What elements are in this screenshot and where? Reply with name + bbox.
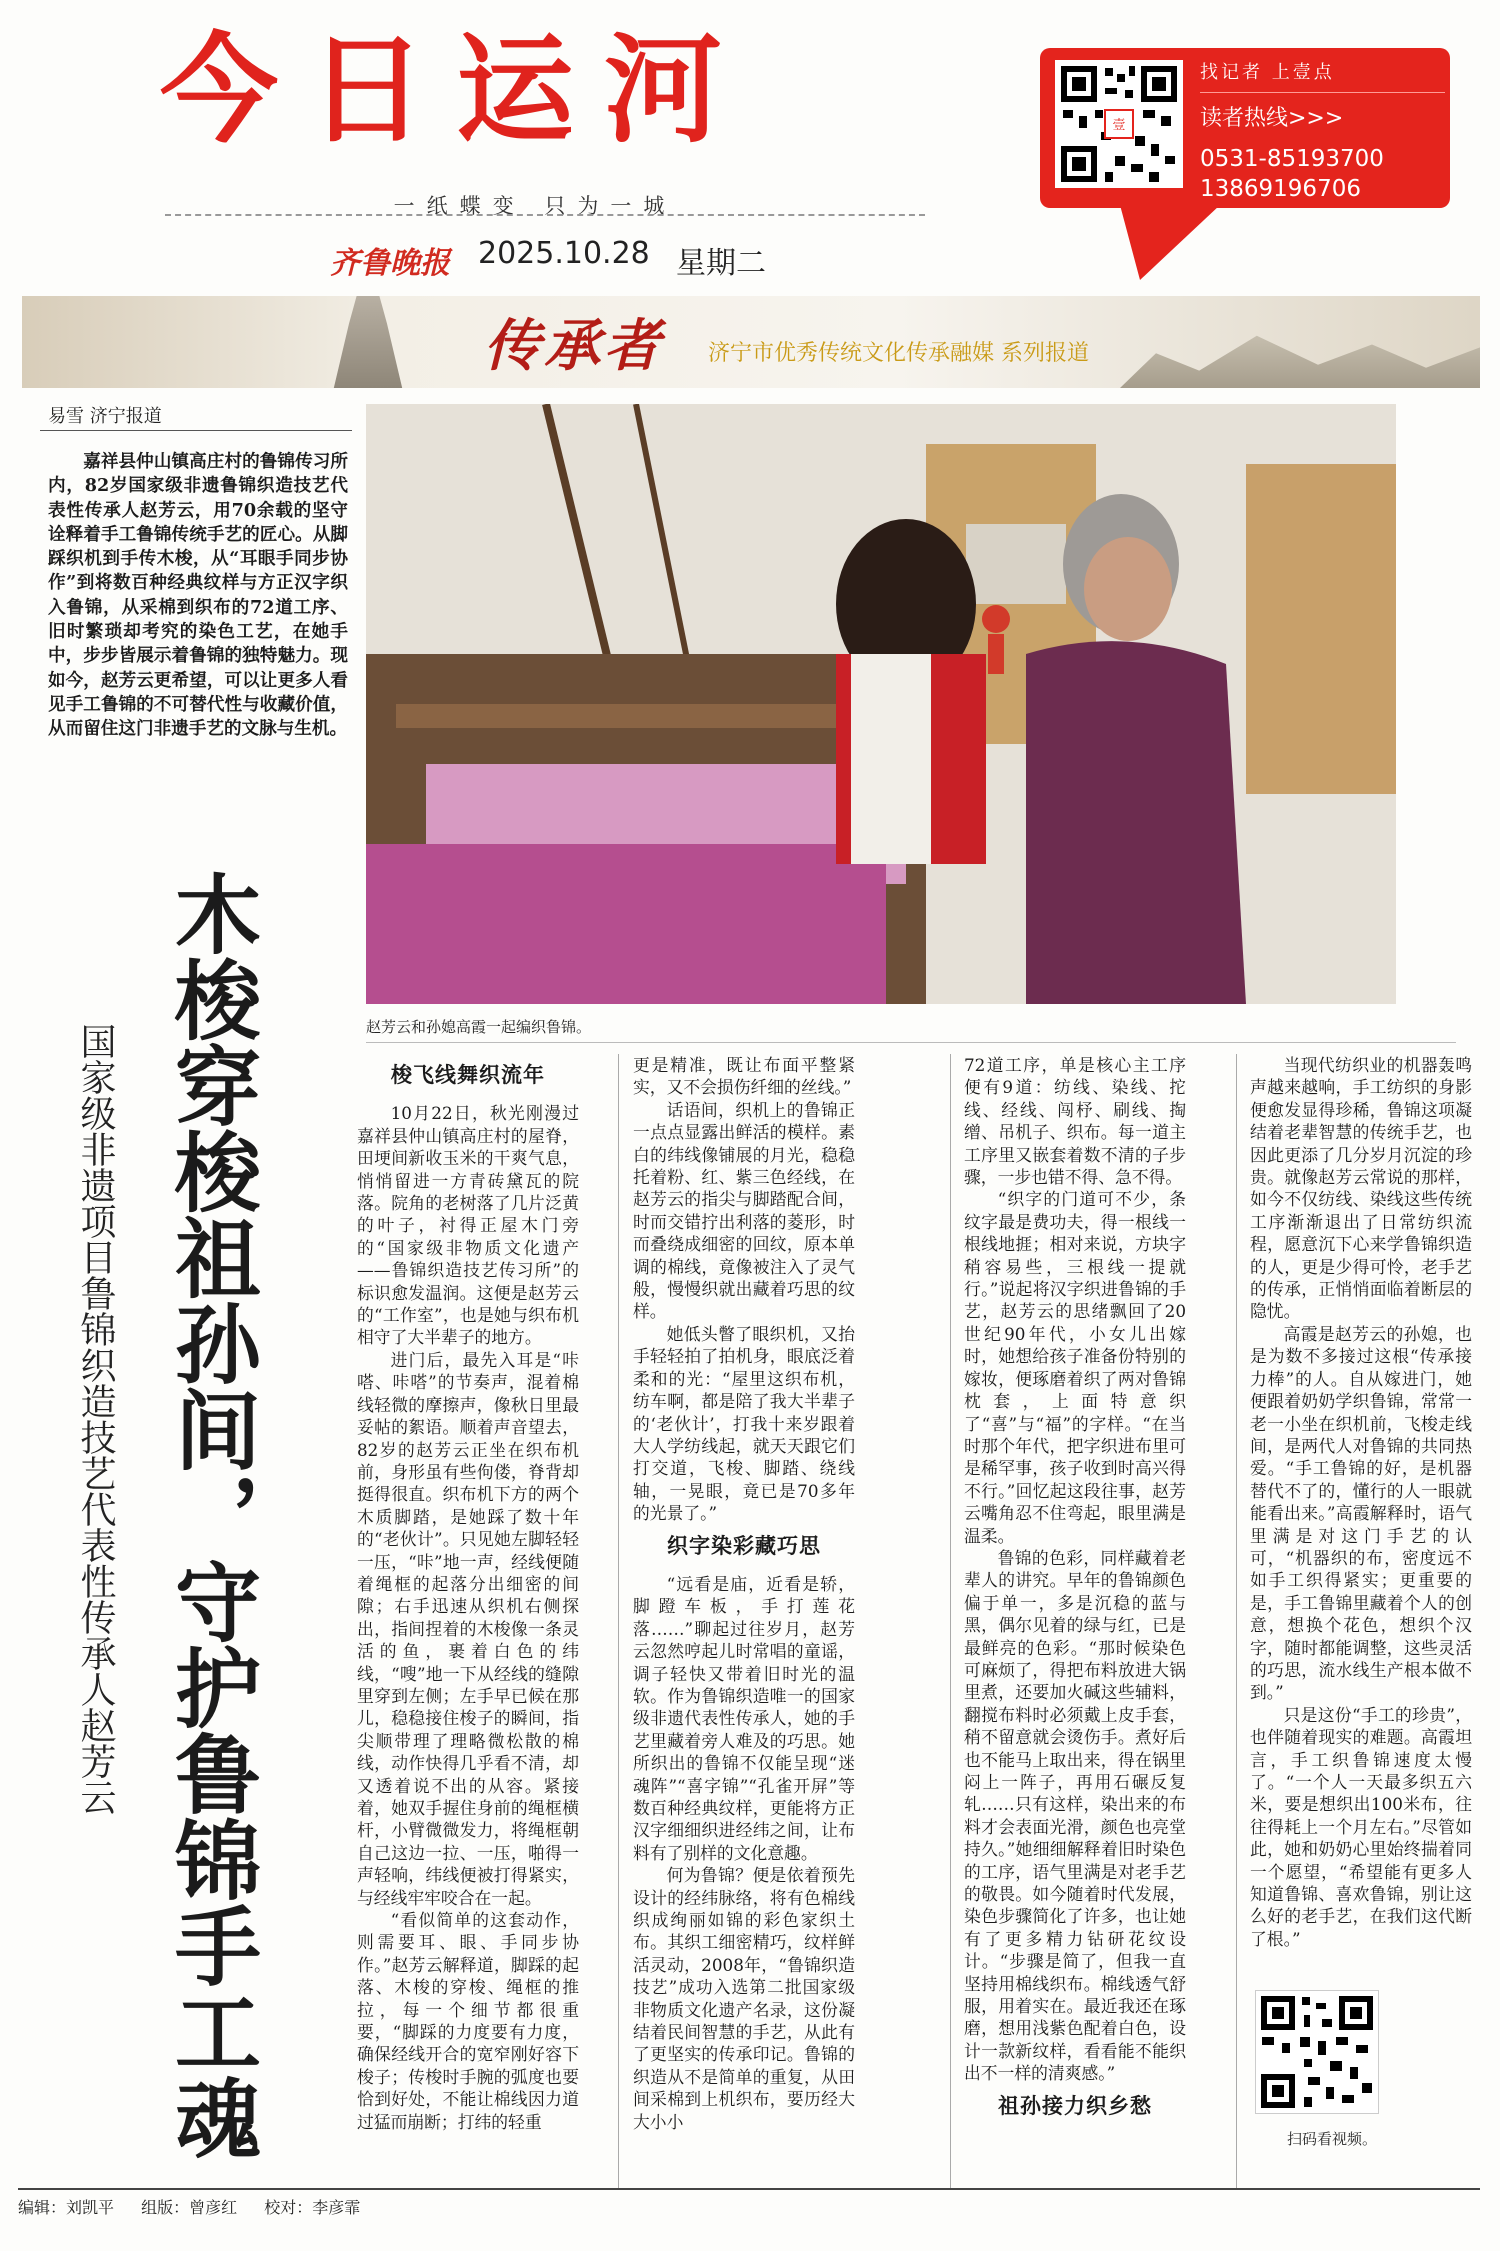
reader-hotline-label: 读者热线>>> (1200, 106, 1344, 131)
page-footer (18, 2195, 382, 2218)
article-column-3 (964, 1054, 1186, 2133)
hotline-box-tail (1120, 205, 1220, 280)
paragraph: 话语间，织机上的鲁锦正一点点显露出鲜活的模样。素白的纬线像铺展的月光，稳稳托着粉、红、紫三色经线，在赵芳云的指尖与脚踏配合间，时而交错拧出利落的菱形，时而叠绕成细密的回纹，原本单调的棉线，竟像被注入了灵气般，慢慢织就出藏着巧思的纹样。 (633, 1099, 855, 1322)
column-divider (1236, 1054, 1237, 2189)
article-column-1 (357, 1054, 579, 2133)
footer-divider (18, 2188, 1480, 2190)
section-heading-1: 梭飞线舞织流年 (391, 1062, 545, 1087)
issue-weekday: 星期二 (676, 247, 766, 280)
video-qr-code[interactable] (1255, 1990, 1379, 2114)
section-heading-2: 织字染彩藏巧思 (667, 1532, 821, 1558)
paragraph: “织字的门道可不少，条纹字最是费功夫，得一根线一根线地捱；相对来说，方块字稍容易些，三根线一提就行。”说起将汉字织进鲁锦的手艺，赵芳云的思绪飘回了20世纪90年代，小女儿出嫁时，她想给孩子准备份特别的嫁妆，便琢磨着织了两对鲁锦枕套，上面特意织了“喜”与“福”的字样。“在当时那个年代，把字织进布里可是稀罕事，孩子收到时高兴得不行。”回忆起这段往事，赵芳云嘴角忍不住弯起，眼里满是温柔。 (964, 1189, 1186, 1546)
masthead-divider (165, 214, 925, 216)
hotline-qr-code[interactable] (1055, 60, 1183, 188)
headline: 木梭穿梭祖孙间，守护鲁锦手工魂 (160, 870, 261, 2160)
paragraph: 当现代纺织业的机器轰鸣声越来越响，手工纺织的身影便愈发显得珍稀，鲁锦这项凝结着老辈智慧的传统手艺，也因此更添了几分岁月沉淀的珍贵。就像赵芳云常说的那样，如今不仅纺线、染线这些传统工序渐渐退出了日常纺织流程，愿意沉下心来学鲁锦织造的人，更是少得可怜，老手艺的传承，正悄悄面临着断层的隐忧。 (1250, 1055, 1472, 1322)
qr-caption: 扫码看视频。 (1287, 2130, 1378, 2148)
footer-proofreader: 校对：李彦霏 (264, 2198, 361, 2217)
paragraph: 她低头瞥了眼织机，又抬手轻轻拍了拍机身，眼底泛着柔和的光：“屋里这织布机，纺车啊，都是陪了我大半辈子的‘老伙计’，打我十来岁跟着大人学纺线起，就天天跟它们打交道，飞梭、脚踏、绕线轴，一晃眼，竟已是70多年的光景了。” (633, 1323, 855, 1524)
article-intro: 嘉祥县仲山镇高庄村的鲁锦传习所内，82岁国家级非遗鲁锦织造技艺代表性传承人赵芳云，用70余载的坚守诠释着手工鲁锦传统手艺的匠心。从脚踩织机到手传木梭，从“耳眼手同步协作”到将数百种经典纹样与方正汉字织入鲁锦，从采棉到织布的72道工序、旧时繁琐却考究的染色工艺，在她手中，步步皆展示着鲁锦的独特魅力。现如今，赵芳云更希望，可以让更多人看见手工鲁锦的不可替代性与收藏价值，从而留住这门非遗手艺的文脉与生机。 (48, 451, 348, 740)
svg-text:壹: 壹 (1112, 118, 1126, 133)
paragraph: 何为鲁锦？便是依着预先设计的经纬脉络，将有色棉线织成绚丽如锦的彩色家织土布。其织工细密精巧，纹样鲜活灵动，2008年，“鲁锦织造技艺”成功入选第二批国家级非物质文化遗产名录，这份凝结着民间智慧的手艺，从此有了更坚实的传承印记。鲁锦的织造从不是简单的重复，从田间采棉到上机织布，要历经大大小小 (633, 1865, 855, 2132)
paragraph: 鲁锦的色彩，同样藏着老辈人的讲究。早年的鲁锦颜色偏于单一，多是沉稳的蓝与黑，偶尔见着的绿与红，已是最鲜亮的色彩。“那时候染色可麻烦了，得把布料放进大锅里煮，还要加火碱这些辅料，翻搅布料时必须戴上皮手套，稍不留意就会烫伤手。煮好后也不能马上取出来，得在锅里闷上一阵子，再用石碾反复轧……只有这样，染出来的布料才会表面光滑，颜色也亮堂持久。”她细细解释着旧时染色的工序，语气里满是对老手艺的敬畏。如今随着时代发展，染色步骤简化了许多，也让她有了更多精力钻研花纹设计。“步骤是简了，但我一直坚持用棉线织布。棉线透气舒服，用着实在。最近我还在琢磨，想用浅紫色配着白色，设计一款新纹样，看看能不能织出不一样的清爽感。” (964, 1547, 1186, 2084)
photo-caption: 赵芳云和孙媳高霞一起编织鲁锦。 (366, 1018, 592, 1036)
series-subtitle: 济宁市优秀传统文化传承融媒 系列报道 (708, 341, 1089, 366)
issue-date: 2025.10.28 (478, 236, 650, 271)
column-divider (618, 1054, 619, 2189)
paragraph: “看似简单的这套动作，则需要耳、眼、手同步协作。”赵芳云解释道，脚踩的起落、木梭的穿梭、绳框的推拉，每一个细节都很重要，“脚踩的力度要有力度，确保经线开合的宽窄刚好容下梭子；传梭时手腕的弧度也要恰到好处，不能让棉线因力道过猛而崩断；打纬的轻重 (357, 1910, 579, 2132)
section-heading-3: 祖孙接力织乡愁 (998, 2092, 1152, 2118)
masthead-slogan: 一纸蝶变 只为一城 (393, 194, 677, 218)
hotline-text (1200, 58, 1445, 206)
series-title: 传承者 (484, 313, 664, 379)
footer-editor: 编辑：刘凯平 (18, 2198, 115, 2217)
subheadline: 国家级非遗项目鲁锦织造技艺代表性传承人赵芳云 (75, 1023, 116, 1815)
paper-name: 齐鲁晚报 (330, 246, 450, 281)
article-column-2 (633, 1054, 855, 2133)
find-reporter-label: 找记者 上壹点 (1200, 58, 1445, 93)
footer-layout: 组版：曾彦红 (141, 2198, 238, 2217)
byline-divider (40, 430, 352, 431)
column-divider (950, 1054, 951, 2189)
masthead-title: 今日运河 (160, 21, 753, 159)
paragraph: 高霞是赵芳云的孙媳，也是为数不多接过这根“传承接力棒”的人。自从嫁进门，她便跟着奶奶学织鲁锦，常常一老一小坐在织机前，飞梭走线间，是两代人对鲁锦的共同热爱。“手工鲁锦的好，是机器替代不了的，懂行的人一眼就能看出来。”高霞解释时，语气里满是对这门手艺的认可，“机器织的布，密度远不如手工织得紧实；更重要的是，手工鲁锦里藏着个人的创意，想换个花色，想织个汉字，随时都能调整，这些灵活的巧思，流水线生产根本做不到。” (1250, 1323, 1472, 1703)
paragraph: 只是这份“手工的珍贵”，也伴随着现实的难题。高霞坦言，手工织鲁锦速度太慢了。“一个人一天最多织五六米，要是想织出100米布，往往得耗上一个月左右。”尽管如此，她和奶奶心里始终揣着同一个愿望，“希望能有更多人知道鲁锦、喜欢鲁锦，别让这么好的老手艺，在我们这代断了根。” (1250, 1704, 1472, 1949)
paragraph: 72道工序，单是核心主工序便有9道：纺线、染线、拕线、经线、闯杼、刷线、掏缯、吊机子、织布。每一道主工序里又嵌套着数不清的子步骤，一步也错不得、急不得。 (964, 1055, 1186, 1188)
hotline-phone-2: 13869196706 (1200, 176, 1361, 202)
paragraph: 进门后，最先入耳是“咔嗒、咔嗒”的节奏声，混着棉线轻微的摩擦声，像秋日里最妥帖的絮语。顺着声音望去，82岁的赵芳云正坐在织布机前，身形虽有些佝偻，脊背却挺得很直。织布机下方的两个木质脚踏，是她踩了数十年的“老伙计”。只见她左脚轻轻一压，“咔”地一声，经线便随着绳框的起落分出细密的间隙；右手迅速从织机右侧探出，指间捏着的木梭像一条灵活的鱼，裹着白色的纬线，“嗖”地一下从经线的缝隙里穿到左侧；左手早已候在那儿，稳稳接住梭子的瞬间，指尖顺带理了理略微松散的棉线，动作快得几乎看不清，却又透着说不出的从容。紧接着，她双手握住身前的绳框横杆，小臂微微发力，将绳框朝自己这边一拉、一压，啪得一声轻响，纬线便被打得紧实，与经线牢牢咬合在一起。 (357, 1349, 579, 1908)
paragraph: “远看是庙，近看是轿，脚蹬车板，手打莲花落……”聊起过往岁月，赵芳云忽然哼起儿时常唱的童谣，调子轻快又带着旧时光的温软。作为鲁锦织造唯一的国家级非遗代表性传承人，她的手艺里藏着旁人难及的巧思。她所织出的鲁锦不仅能呈现“迷魂阵”“喜字锦”“孔雀开屏”等数百种经典纹样，更能将方正汉字细细织进经纬之间，让布料有了别样的文化意趣。 (633, 1573, 855, 1863)
article-photo (366, 404, 1396, 1004)
article-column-4 (1250, 1054, 1472, 1950)
paragraph: 10月22日，秋光刚漫过嘉祥县仲山镇高庄村的屋脊，田埂间新收玉米的干爽气息，悄悄留进一方青砖黛瓦的院落。院角的老树落了几片泛黄的叶子，衬得正屋木门旁的“国家级非物质文化遗产——鲁锦织造技艺传习所”的标识愈发温润。这便是赵芳云的“工作室”，也是她与织布机相守了大半辈子的地方。 (357, 1103, 579, 1348)
byline: 易雪 济宁报道 (48, 406, 162, 427)
hotline-phone-1: 0531-85193700 (1200, 146, 1384, 172)
paragraph: 更是精准，既让布面平整紧实，又不会损伤纤细的丝线。” (633, 1055, 855, 1098)
photo-divider (366, 1042, 1456, 1043)
